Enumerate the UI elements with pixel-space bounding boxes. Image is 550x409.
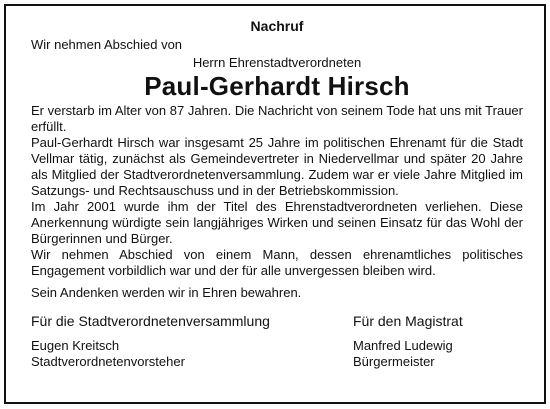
signature-council-name: Eugen Kreitsch: [31, 338, 120, 353]
paragraph-remembrance: Sein Andenken werden wir in Ehren bewahren.: [31, 285, 302, 300]
notice-heading: Nachruf: [250, 18, 304, 34]
paragraph-career: Paul-Gerhardt Hirsch war insgesamt 25 Jahre im politischen Ehrenamt für die Stadt Vellmar tätig, zunächst als Gemeindevertreter in Niedervellmar und später 20 Jahre als Mitglied der Stadtverordnetenversammlung. Zudem war er viele Jahre Mitglied im Satzungs- und Rechtsauschuss und in der Betriebskommission.: [31, 135, 523, 198]
signature-magistrate: [353, 313, 463, 370]
honorary-title: Herrn Ehrenstadtverordneten: [192, 55, 362, 70]
signature-council-role: Stadtverordnetenvorsteher: [31, 354, 185, 369]
signature-magistrate-organization: Für den Magistrat: [353, 313, 463, 329]
signature-magistrate-name: Manfred Ludewig: [353, 338, 453, 353]
signature-magistrate-role: Bürgermeister: [353, 354, 435, 369]
intro-line: Wir nehmen Abschied von: [31, 37, 183, 52]
signature-council: [31, 313, 270, 370]
deceased-name: Paul-Gerhardt Hirsch: [144, 71, 410, 101]
obituary-notice: [31, 18, 523, 383]
paragraph-farewell: Wir nehmen Abschied von einem Mann, dessen ehrenamtliches politisches Engagement vorbildlich war und der für alle unvergessen bleiben wird.: [31, 247, 523, 278]
signature-block: [31, 313, 523, 383]
signature-council-organization: Für die Stadtverordnetenversammlung: [31, 313, 270, 329]
paragraph-age: Er verstarb im Alter von 87 Jahren. Die Nachricht von seinem Tode hat uns mit Trauer erfüllt.: [31, 103, 523, 134]
paragraph-honor: Im Jahr 2001 wurde ihm der Titel des Ehrenstadtverordneten verliehen. Diese Anerkennung würdigte sein langjähriges Wirken und seinen Einsatz für das Wohl der Bürgerinnen und Bürger.: [31, 199, 523, 246]
